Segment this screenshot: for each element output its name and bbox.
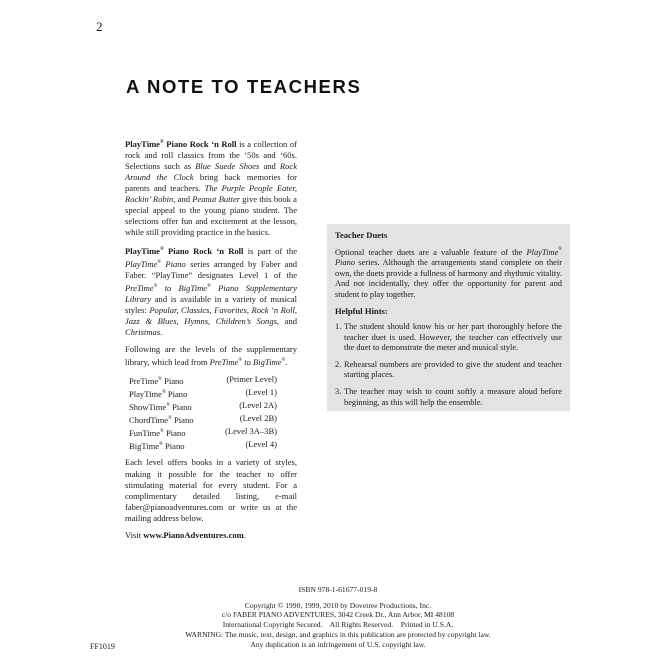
isbn: ISBN 978-1-61677-019-8 [298, 585, 378, 594]
level-row [125, 439, 297, 452]
copyright-footer [150, 585, 526, 649]
intro-paragraph-4: Each level offers books in a variety of styles, making it possible for the teacher to offer stimulating material for every student. For a complimentary detailed listing, e-mail faber@pianoadventures.com or write us at the mailing address below. [125, 457, 297, 523]
teacher-duets-body: Optional teacher duets are a valuable feature of the PlayTime® Piano series. Although the arrangements stand complete on their own, the duets provide a fullness of harmony and rhythmic vitality. And not incidentally, they offer the opportunity for parent and student to play together. [335, 247, 562, 299]
level-list [125, 374, 297, 451]
level-designation: (Primer Level) [226, 374, 277, 385]
level-designation: (Level 1) [245, 387, 277, 397]
hint-item [335, 387, 562, 408]
visit-suffix: . [243, 529, 246, 540]
hint-number: 2. [335, 359, 342, 369]
level-row [125, 413, 297, 426]
level-name: PreTime® Piano [129, 375, 184, 386]
rights-line: International Copyright Secured. All Rights Reserved. Printed in U.S.A. [222, 620, 454, 630]
hint-number: 3. [335, 386, 342, 396]
infringement-line: Any duplication is an infringement of U.S. copyright law. [250, 639, 426, 649]
website-link[interactable]: www.PianoAdventures.com [143, 529, 244, 540]
level-name: PlayTime® Piano [129, 388, 188, 399]
level-row [125, 374, 297, 387]
hint-number: 1. [335, 321, 342, 331]
address-line: c/o FABER PIANO ADVENTURES, 3042 Creek Dr., Ann Arbor, MI 48108 [221, 610, 455, 620]
intro-paragraph-2: PlayTime® Piano Rock ‘n Roll is part of the PlayTime® Piano series arranged by Faber and Faber. “PlayTime” designates Level 1 of the PreTime® to BigTime® Piano Supplementary Library and is available in a variety of musical styles: Popular, Classics, Favorites, Rock ‘n Roll, Jazz & Blues, Hymns, Children’s Songs, and Christmas. [125, 246, 298, 338]
level-designation: (Level 2A) [239, 399, 277, 410]
page-title: A NOTE TO TEACHERS [126, 76, 362, 97]
hint-item [335, 360, 562, 381]
level-name: FunTime® Piano [129, 427, 186, 438]
intro-paragraph-3: Following are the levels of the supplementary library, which lead from PreTime® to BigTime®. [125, 344, 297, 368]
visit-prefix: Visit [125, 529, 144, 540]
hint-text: The teacher may wish to count softly a measure aloud before beginning, as this will help the ensemble. [344, 386, 562, 407]
copyright-line: Copyright © 1990, 1999, 2010 by Dovetree Productions, Inc. [244, 600, 432, 610]
level-name: ShowTime® Piano [129, 401, 192, 412]
catalog-code: FF1019 [90, 642, 115, 651]
intro-paragraph-1: PlayTime® Piano Rock ‘n Roll is a collection of rock and roll classics from the ‘50s and ‘60s. Selections such as Blue Suede Shoes and Rock Around the Clock bring back memories for parents and teachers. The Purple People Eater, Rockin’ Robin, and Peanut Butter give this book a special appeal to the young piano student. The selections offer fun and excitement at the lesson, while still providing practice in the basics. [125, 138, 297, 238]
hint-text: The student should know his or her part thoroughly before the teacher duet is used. However, the teacher can effectively use the duet to demonstrate the meter and musical style. [344, 321, 562, 353]
level-name: ChordTime® Piano [129, 414, 194, 425]
intro-column [125, 137, 297, 547]
level-row [125, 400, 297, 413]
teacher-duets-box [327, 224, 570, 411]
helpful-hints-list [335, 322, 562, 408]
level-row [125, 426, 297, 439]
warning-line: WARNING: The music, text, design, and graphics in this publication are protected by copyright law. [185, 629, 491, 639]
teacher-duets-heading: Teacher Duets [335, 230, 388, 240]
level-designation: (Level 3A–3B) [225, 425, 277, 436]
level-designation: (Level 4) [245, 438, 277, 449]
hint-item [335, 322, 562, 354]
level-name: BigTime® Piano [129, 440, 185, 451]
hint-text: Rehearsal numbers are provided to give the student and teacher starting places. [344, 359, 562, 380]
helpful-hints-heading: Helpful Hints: [335, 306, 388, 317]
visit-line [125, 530, 297, 541]
page-number: 2 [96, 19, 103, 34]
level-designation: (Level 2B) [239, 412, 277, 423]
level-row [125, 387, 297, 400]
